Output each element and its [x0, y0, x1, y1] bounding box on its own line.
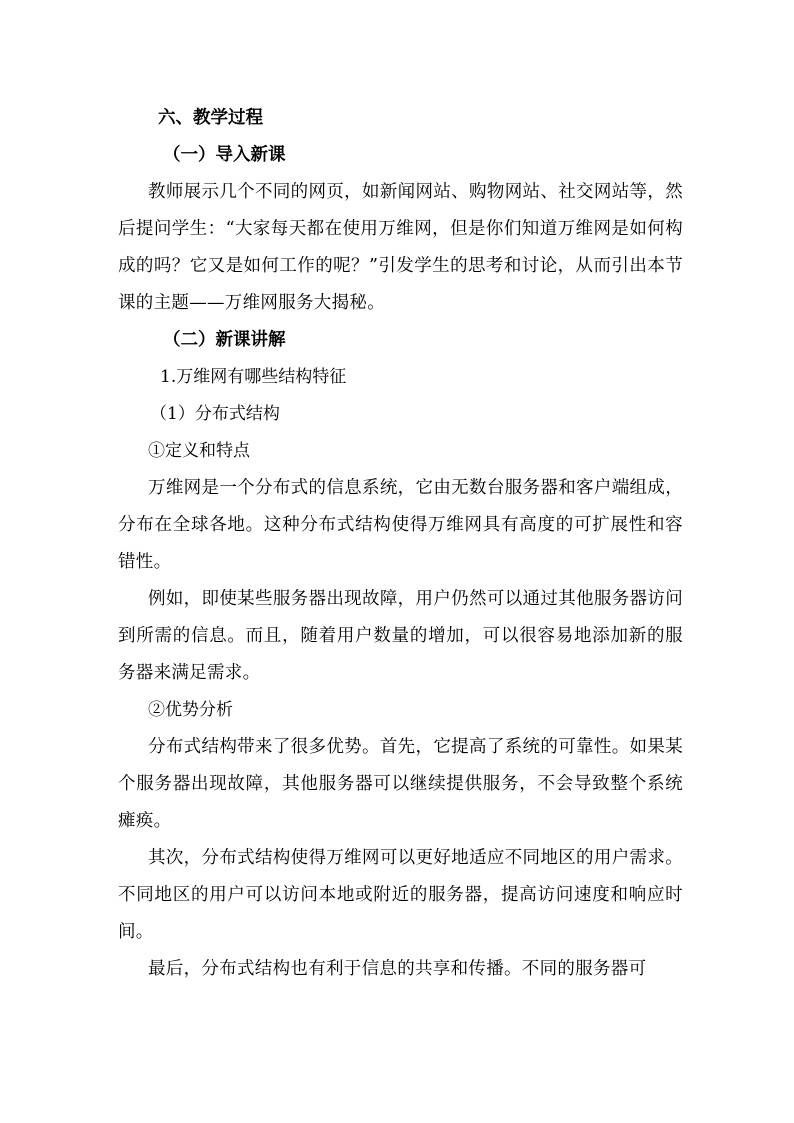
- section-title: 六、教学过程: [158, 108, 263, 128]
- subsection-lecture-heading: （二）新课讲解: [163, 330, 286, 350]
- example-paragraph: 例如，即使某些服务器出现故障，用户仍然可以通过其他服务器访问到所需的信息。而且，随着用户数量的增加，可以很容易地添加新的服务器来满足需求。: [118, 589, 683, 683]
- advantage-paragraph-1: 分布式结构带来了很多优势。首先，它提高了系统的可靠性。如果某个服务器出现故障，其他服务器可以继续提供服务，不会导致整个系统瘫痪。: [118, 737, 683, 831]
- subsection-intro-heading: （一）导入新课: [163, 145, 286, 165]
- definition-paragraph: 万维网是一个分布式的信息系统，它由无数台服务器和客户端组成，分布在全球各地。这种分布式结构使得万维网具有高度的可扩展性和容错性。: [118, 478, 683, 572]
- item-heading-1-1: （1）分布式结构: [150, 404, 280, 424]
- point-advantage-heading: ②优势分析: [148, 700, 233, 720]
- point-definition-heading: ①定义和特点: [148, 441, 250, 461]
- intro-paragraph: 教师展示几个不同的网页，如新闻网站、购物网站、社交网站等，然后提问学生：“大家每天都在使用万维网，但是你们知道万维网是如何构成的吗？它又是如何工作的呢？”引发学生的思考和讨论，从而引出本节课的主题——万维网服务大揭秘。: [118, 182, 683, 313]
- document-body: [118, 100, 683, 988]
- advantage-paragraph-2: 其次，分布式结构使得万维网可以更好地适应不同地区的用户需求。不同地区的用户可以访问本地或附近的服务器，提高访问速度和响应时间。: [118, 848, 683, 942]
- item-heading-1: 1.万维网有哪些结构特征: [160, 367, 347, 387]
- advantage-paragraph-3: 最后，分布式结构也有利于信息的共享和传播。不同的服务器可: [148, 959, 647, 979]
